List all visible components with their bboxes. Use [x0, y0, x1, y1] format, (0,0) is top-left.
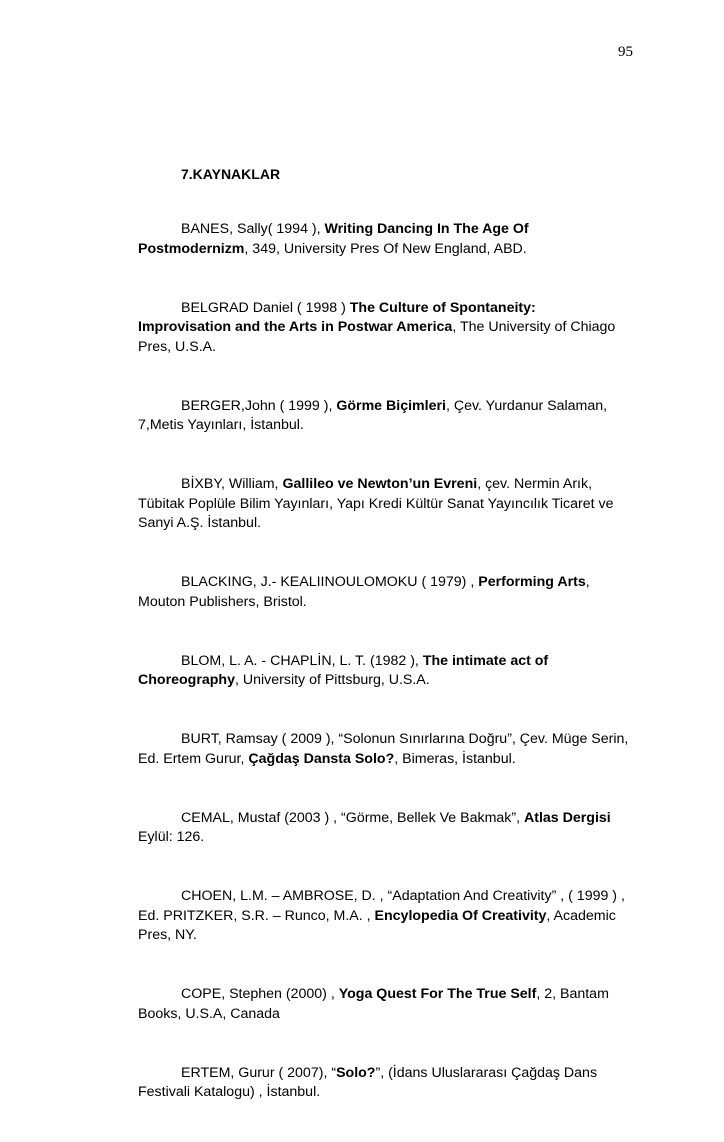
reference-title: The intimate act of Choreography — [138, 652, 549, 688]
reference-entry — [138, 985, 632, 1024]
reference-title: Çağdaş Dansta Solo? — [248, 750, 395, 767]
reference-details: , çev. Nermin Arık, Tübitak Poplüle Bilim Yayınları, Yapı Kredi Kültür Sanat Yayıncılık Ticaret ve Sanyi A.Ş. İstanbul. — [138, 476, 614, 531]
page-number: 95 — [618, 44, 633, 60]
reference-author: BİXBY, William, — [181, 476, 283, 492]
reference-details: , The University of Chiago Pres, U.S.A. — [138, 319, 616, 355]
reference-title: Performing Arts — [478, 574, 586, 590]
reference-list — [138, 220, 632, 1142]
reference-author: BURT, Ramsay ( 2009 ), “Solonun Sınırlarına Doğru”, Çev. Müge Serin, Ed. Ertem Gurur, — [138, 731, 629, 767]
reference-entry — [138, 573, 632, 612]
reference-details: , Academic Pres, NY. — [138, 907, 616, 943]
reference-title: Encylopedia Of Creativity — [374, 907, 547, 924]
reference-details: , University of Pittsburg, U.S.A. — [234, 672, 430, 688]
reference-details: , Çev. Yurdanur Salaman, 7,Metis Yayınları, İstanbul. — [138, 397, 608, 433]
reference-author: BERGER,John ( 1999 ), — [181, 397, 337, 414]
reference-entry — [138, 730, 632, 769]
reference-entry — [138, 1064, 632, 1103]
reference-title: Atlas Dergisi — [523, 809, 611, 826]
reference-author: ERTEM, Gurur ( 2007), “ — [181, 1064, 337, 1081]
reference-title: Writing Dancing In The Age Of Postmodernizm — [138, 221, 529, 257]
reference-details: Eylül: 126. — [138, 829, 205, 845]
reference-details: , Bimeras, İstanbul. — [394, 750, 516, 767]
reference-title: Yoga Quest For The True Self — [338, 986, 537, 1002]
reference-title: The Culture of Spontaneity: Improvisation and the Arts in Postwar America — [138, 299, 536, 335]
reference-title: Görme Biçimleri — [336, 397, 446, 414]
reference-entry — [138, 809, 632, 848]
reference-entry — [138, 220, 632, 259]
reference-title: Gallileo ve Newton’un Evreni — [282, 476, 478, 492]
reference-details: , 349, University Pres Of New England, ABD. — [244, 240, 527, 257]
reference-author: BANES, Sally( 1994 ), — [181, 221, 325, 237]
reference-title: Solo? — [336, 1064, 376, 1081]
reference-entry — [138, 887, 632, 946]
reference-author: COPE, Stephen (2000) , — [181, 986, 339, 1002]
reference-author: BLOM, L. A. - CHAPLİN, L. T. (1982 ), — [181, 652, 423, 669]
reference-details: , Mouton Publishers, Bristol. — [138, 574, 590, 610]
reference-entry — [138, 397, 632, 436]
reference-author: BLACKING, J.- KEALIINOULOMOKU ( 1979) , — [181, 574, 479, 590]
reference-details: , 2, Bantam Books, U.S.A, Canada — [138, 986, 609, 1022]
reference-entry — [138, 652, 632, 691]
reference-author: CHOEN, L.M. – AMBROSE, D. , “Adaptation And Creativity” , ( 1999 ) , Ed. PRITZKER, S.R. – Runco, M.A. , — [138, 888, 625, 924]
section-heading: 7.KAYNAKLAR — [181, 166, 281, 182]
reference-details: ”, (İdans Uluslararası Çağdaş Dans Festivali Katalogu) , İstanbul. — [138, 1064, 598, 1100]
reference-author: CEMAL, Mustaf (2003 ) , “Görme, Bellek Ve Bakmak”, — [181, 809, 524, 826]
reference-author: BELGRAD Daniel ( 1998 ) — [181, 299, 350, 316]
reference-entry — [138, 475, 632, 534]
reference-entry — [138, 299, 632, 358]
